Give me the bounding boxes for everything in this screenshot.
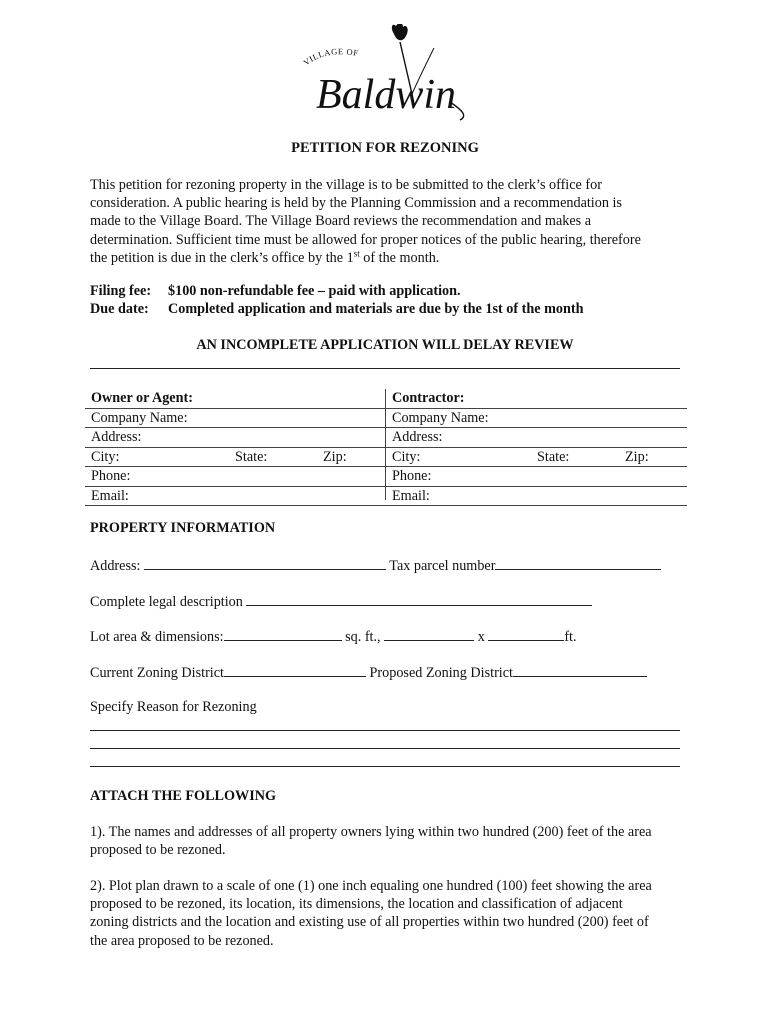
tulip-logo-icon bbox=[300, 24, 485, 124]
tax-parcel-input[interactable] bbox=[495, 556, 661, 570]
owner-phone-field[interactable]: Phone: bbox=[91, 468, 131, 484]
lot-area-label: Lot area & dimensions: bbox=[90, 629, 224, 645]
owner-company-field[interactable]: Company Name: bbox=[91, 409, 188, 426]
proposed-zoning-label: Proposed Zoning District bbox=[369, 665, 513, 681]
contact-table bbox=[85, 389, 687, 506]
attach-line: 2). Plot plan drawn to a scale of one (1) one inch equaling one hundred (100) feet showing the area bbox=[90, 878, 652, 894]
contractor-zip-field[interactable]: Zip: bbox=[625, 448, 649, 465]
village-logo bbox=[300, 24, 485, 124]
proposed-zoning-input[interactable] bbox=[513, 663, 647, 677]
intro-line: This petition for rezoning property in the village is to be submitted to the clerk’s office for bbox=[90, 177, 602, 193]
incomplete-warning: AN INCOMPLETE APPLICATION WILL DELAY REVIEW bbox=[196, 337, 574, 353]
reason-input-line[interactable] bbox=[90, 766, 680, 767]
contractor-email-field[interactable]: Email: bbox=[392, 487, 430, 504]
address-label: Address: bbox=[90, 558, 141, 574]
attach-heading: ATTACH THE FOLLOWING bbox=[90, 788, 277, 804]
tax-parcel-label: Tax parcel number bbox=[389, 558, 496, 574]
dimension-width-input[interactable] bbox=[384, 627, 474, 641]
owner-state-field[interactable]: State: bbox=[235, 448, 268, 465]
table-row bbox=[85, 467, 687, 487]
svg-text:VILLAGE OF bbox=[301, 46, 359, 67]
filing-fee-label: Filing fee: bbox=[90, 283, 152, 299]
x-label: x bbox=[477, 629, 485, 645]
filing-fee bbox=[90, 283, 690, 300]
logo-small-text: VILLAGE OF bbox=[301, 46, 360, 68]
intro-line: the petition is due in the clerk’s office by the 1st of the month. bbox=[90, 248, 440, 266]
property-address-line bbox=[90, 556, 661, 575]
intro-line: consideration. A public hearing is held by the Planning Commission and a recommendation is bbox=[90, 195, 622, 212]
table-row bbox=[85, 409, 687, 429]
reason-input-line[interactable] bbox=[90, 748, 680, 749]
contractor-state-field[interactable]: State: bbox=[537, 448, 570, 465]
legal-description-line bbox=[90, 592, 592, 611]
divider bbox=[90, 368, 680, 369]
table-row bbox=[85, 389, 687, 409]
intro-paragraph bbox=[90, 176, 690, 267]
lot-area-line bbox=[90, 627, 577, 646]
legal-description-input[interactable] bbox=[246, 592, 592, 606]
logo-big-text: Baldwin bbox=[316, 72, 457, 118]
contractor-company-field[interactable]: Company Name: bbox=[392, 409, 489, 426]
ft-label: ft. bbox=[564, 629, 577, 645]
due-date bbox=[90, 301, 690, 318]
filing-fee-value: $100 non-refundable fee – paid with application. bbox=[168, 283, 461, 299]
due-date-value: Completed application and materials are due by the 1st of the month bbox=[168, 301, 584, 317]
attach-line: proposed to be rezoned, its location, its dimensions, the location and classification of adjacent bbox=[90, 896, 623, 913]
due-date-label: Due date: bbox=[90, 301, 149, 317]
table-row bbox=[85, 487, 687, 507]
contractor-heading: Contractor: bbox=[392, 390, 465, 406]
property-heading: PROPERTY INFORMATION bbox=[90, 520, 276, 536]
attach-item-1 bbox=[90, 823, 682, 859]
owner-email-field[interactable]: Email: bbox=[91, 487, 129, 504]
contractor-phone-field[interactable]: Phone: bbox=[392, 468, 432, 484]
owner-city-field[interactable]: City: bbox=[91, 448, 120, 465]
current-zoning-label: Current Zoning District bbox=[90, 665, 224, 681]
owner-address-field[interactable]: Address: bbox=[91, 429, 142, 445]
lot-area-input[interactable] bbox=[224, 627, 342, 641]
table-row bbox=[85, 448, 687, 468]
sqft-label: sq. ft., bbox=[345, 629, 381, 645]
owner-zip-field[interactable]: Zip: bbox=[323, 448, 347, 465]
table-row bbox=[85, 428, 687, 448]
attach-item-2 bbox=[90, 877, 682, 950]
contractor-city-field[interactable]: City: bbox=[392, 448, 421, 465]
dimension-length-input[interactable] bbox=[488, 627, 564, 641]
address-input[interactable] bbox=[144, 556, 386, 570]
reason-input-line[interactable] bbox=[90, 730, 680, 731]
intro-line: made to the Village Board. The Village Board reviews the recommendation and makes a bbox=[90, 213, 592, 230]
intro-line: determination. Sufficient time must be allowed for proper notices of the public hearing, therefore bbox=[90, 231, 641, 248]
attach-line: proposed to be rezoned. bbox=[90, 842, 226, 859]
page-title: PETITION FOR REZONING bbox=[291, 140, 479, 156]
attach-line: zoning districts and the location and existing use of all properties within two hundred (200) feet of bbox=[90, 914, 649, 931]
zoning-line bbox=[90, 663, 647, 682]
legal-description-label: Complete legal description bbox=[90, 594, 243, 610]
reason-label: Specify Reason for Rezoning bbox=[90, 699, 257, 715]
owner-heading: Owner or Agent: bbox=[91, 390, 193, 406]
attach-line: 1). The names and addresses of all property owners lying within two hundred (200) feet of the area bbox=[90, 824, 652, 840]
attach-line: the area proposed to be rezoned. bbox=[90, 932, 274, 949]
contractor-address-field[interactable]: Address: bbox=[392, 429, 443, 445]
current-zoning-input[interactable] bbox=[224, 663, 366, 677]
